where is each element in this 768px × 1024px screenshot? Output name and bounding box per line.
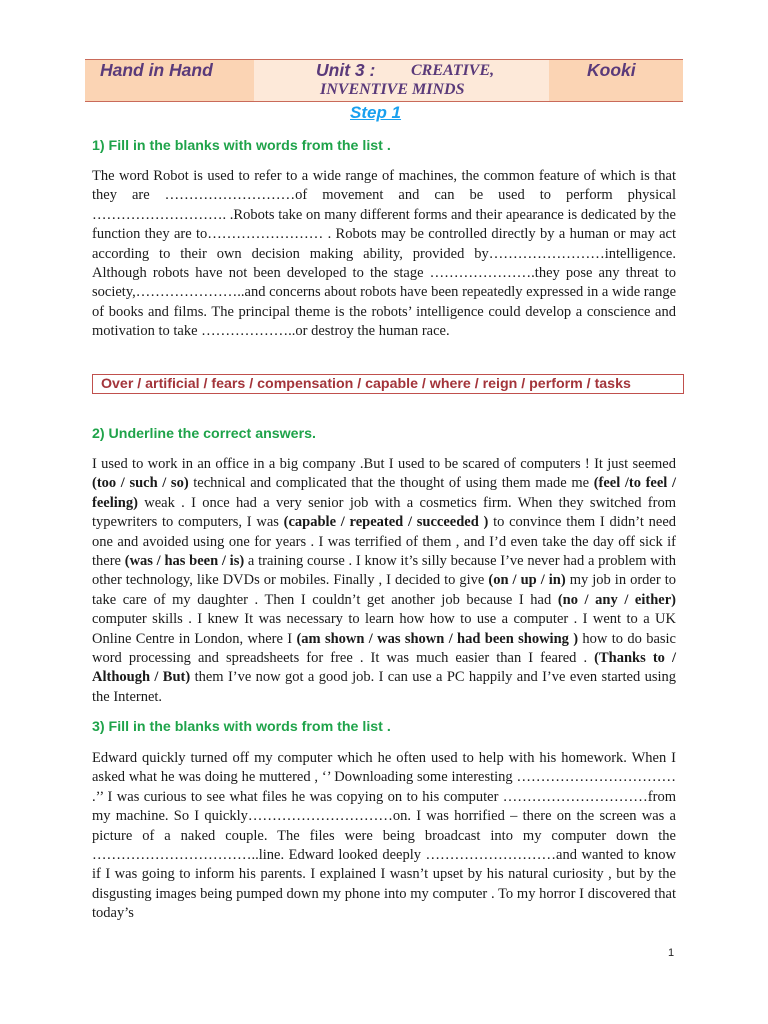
question-2-title: 2) Underline the correct answers. <box>92 426 316 442</box>
question-1-text: The word Robot is used to refer to a wide range of machines, the common feature of which is that they are ………………………of movement and can be used to perform physical ………………………. .Robots take on many different forms and their apearance is dedicated by the function they are to…………………… . Robots may be controlled directly by a human or may act according to their own decision making ability, provided by……………………intelligence. Although robots have not been developed to the stage ………………….they pose any threat to society,…………………..and concerns about robots have been repeatedly expressed in a wide range of books and films. The principal theme is the robots’ intelligence could develop a conscience and motivation to take ………………..or destroy the human race. <box>92 168 676 340</box>
header-unit-label: Unit 3 : <box>316 60 376 80</box>
header-table <box>85 59 683 102</box>
header-cell-unit <box>254 60 549 101</box>
header-author: Kooki <box>587 60 636 80</box>
page-number: 1 <box>668 947 675 959</box>
header-cell-left <box>85 60 254 101</box>
question-3-text: Edward quickly turned off my computer which he often used to help with his homework. When I asked what he was doing he muttered , ‘’ Downloading some interesting …………………………… .’’ I was curious to see what files he was copying on to his computer …………………………from my machine. So I quickly…………………………on. I was horrified – there on the screen was a picture of a naked couple. The files were being broadcast into my computer down the ……………………………..line. Edward looked deeply ………………………and wanted to know if I was going to inform his parents. I explained I wasn’t upset by his natural curiosity , but by the disgusting images being pumped down my phone into my computer . To my horror I discovered that today’s <box>92 750 676 922</box>
header-unit-name-line1: CREATIVE, <box>411 62 495 79</box>
header-book-title: Hand in Hand <box>100 60 213 80</box>
question-1-title: 1) Fill in the blanks with words from the list . <box>92 138 391 154</box>
header-cell-right <box>549 60 683 101</box>
question-2-text: I used to work in an office in a big company .But I used to be scared of computers ! It just seemed (too / such / so) technical and complicated that the thought of using them made me (feel /to feel / feeling) weak . I once had a very senior job with a cosmetics firm. When they switched from typewriters to computers, I was (capable / repeated / succeeded ) to convince them I didn’t need one and avoided using one for years . I was terrified of them , and I’d even take the day off sick if there (was / has been / is) a training course . I know it’s silly because I’ve never had a problem with other technology, like DVDs or mobiles. Finally , I decided to give (on / up / in) my job in order to take care of my daughter . Then I couldn’t get another job because I had (no / any / either) computer skills . I knew It was necessary to learn how how to use a computer . I went to a UK Online Centre in London, where I (am shown / was shown / had been showing ) how to do basic word processing and spreadsheets for free . It was much easier than I feared . (Thanks to / Although / But) them I’ve now got a good job. I can use a PC happily and I’ve even started using the Internet. <box>92 456 677 705</box>
word-list-box: Over / artificial / fears / compensation / capable / where / reign / perform / tasks <box>92 374 684 394</box>
header-unit-name-line2: INVENTIVE MINDS <box>320 81 465 98</box>
step-title: Step 1 <box>350 103 402 122</box>
question-3-title: 3) Fill in the blanks with words from the list . <box>92 719 391 735</box>
